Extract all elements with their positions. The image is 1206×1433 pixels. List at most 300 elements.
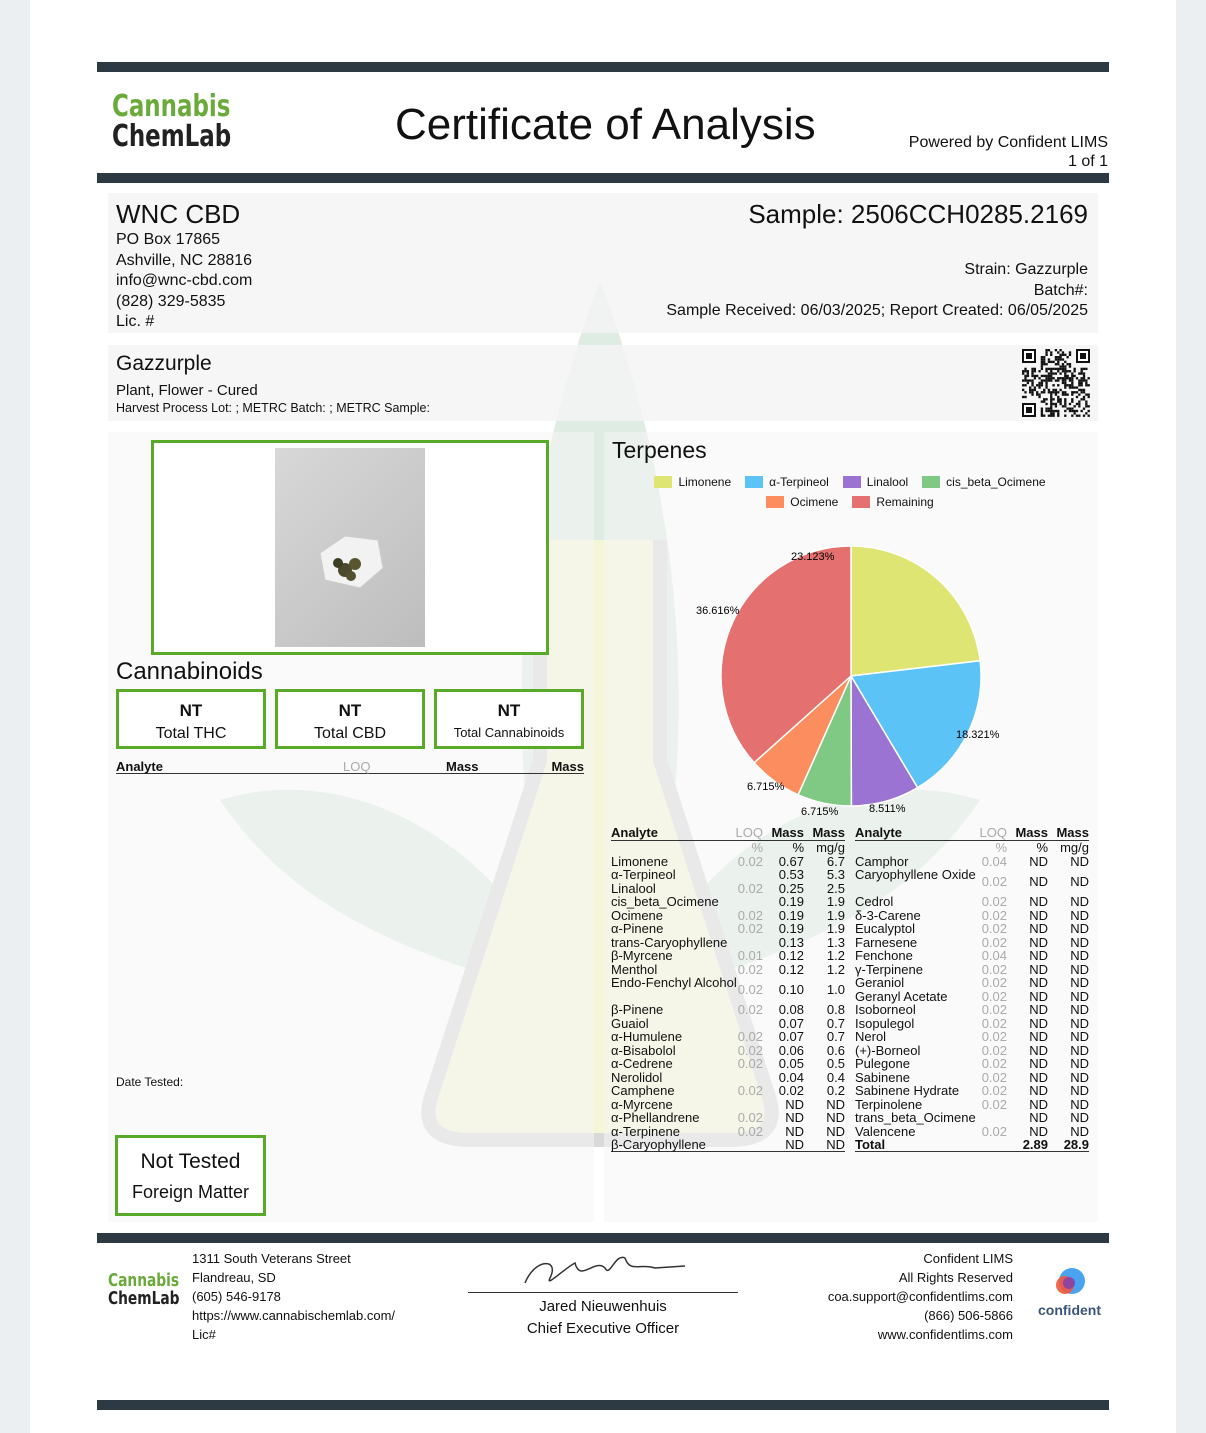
loq-value: 0.02 [737,982,763,997]
mass-mg-g: 0.7 [826,1029,845,1044]
mass-mg-g: 0.4 [826,1069,845,1085]
mass-mg-g: ND [1070,1096,1089,1112]
legend-label: Linalool [866,475,909,489]
mass-percent: ND [1029,1056,1048,1071]
table-row [855,1003,1089,1017]
legend-swatch [766,496,784,508]
loq-value: 0.02 [981,1002,1007,1017]
analyte-name: Sabinene Hydrate [855,1083,960,1098]
loq-value: 0.02 [981,921,1007,936]
legend-swatch [843,476,861,488]
signer-block [468,1292,738,1340]
mass-percent: ND [1029,1096,1048,1112]
column-header: Mass [771,825,804,840]
signer-title: Chief Executive Officer [526,1320,680,1337]
unit-label: mg/g [1060,840,1089,855]
mass-mg-g: 0.5 [826,1056,845,1071]
table-row [855,855,1089,869]
mass-percent: ND [785,1137,804,1152]
table-row [611,1098,845,1112]
analyte-name: α-Terpineol [611,867,676,882]
table-row [611,855,845,869]
mass-percent: ND [1029,1123,1048,1139]
mass-mg-g: ND [826,1096,845,1112]
mass-percent: 0.12 [778,961,804,977]
mass-mg-g: 1.9 [826,894,845,909]
top-bar [97,62,1109,72]
table-row [855,1044,1089,1058]
legend-label: α-Terpineol [769,475,829,489]
analyte-name: Caryophyllene Oxide [855,867,976,882]
batch: Batch#: [1033,281,1088,299]
sample-dates: Sample Received: 06/03/2025; Report Created: 06/05/2025 [666,302,1088,319]
table-row [611,963,845,977]
analyte-name: Limonene [611,853,669,869]
mass-mg-g: 0.7 [826,1015,845,1031]
analyte-name: Cedrol [855,894,894,909]
mass-mg-g: 6.7 [826,853,845,869]
foreign-matter-label: Foreign Matter [131,1182,250,1202]
mass-percent: ND [1029,948,1048,963]
mass-mg-g: ND [1070,934,1089,950]
column-header: LOQ [979,825,1007,840]
flower-dish-image [275,448,425,647]
analyte-name: δ-3-Carene [855,907,921,923]
lims-website[interactable]: www.confidentlims.com [877,1327,1013,1342]
units-row [855,841,1089,855]
loq-value: 0.02 [737,880,763,896]
lab-phone: (605) 546-9178 [192,1289,281,1304]
left-edge [0,0,30,1433]
lims-rights: All Rights Reserved [898,1270,1013,1285]
loq-value: 0.02 [737,1042,763,1058]
table-row [855,1071,1089,1085]
mass-percent: 0.02 [778,1083,804,1098]
analyte-name: Endo-Fenchyl Alcohol [611,975,737,990]
mass-percent: ND [785,1096,804,1112]
legend-item [922,475,1045,489]
mass-mg-g: ND [1070,907,1089,923]
cannabinoid-value: NT [179,701,203,720]
mass-mg-g: 1.2 [826,948,845,963]
mass-percent: 0.19 [778,894,804,909]
analyte-name: β-Caryophyllene [611,1137,706,1152]
cannabis-chemlab-logo [112,89,232,154]
analyte-name: Ocimene [611,907,664,923]
mass-percent: ND [785,1123,804,1139]
analyte-name: Isoborneol [855,1002,916,1017]
table-row [611,1030,845,1044]
loq-value: 0.02 [981,1056,1007,1071]
analyte-name: (+)-Borneol [855,1042,921,1058]
analyte-name: α-Pinene [611,921,664,936]
lab-website[interactable]: https://www.cannabischemlab.com/ [192,1308,396,1323]
footer-bar [97,1233,1109,1243]
analyte-name: Terpinolene [855,1096,923,1112]
mass-percent: 0.08 [778,1002,804,1017]
mass-percent: 0.12 [778,948,804,963]
mass-mg-g: ND [1070,1042,1089,1058]
table-row [611,936,845,950]
mass-mg-g: 0.2 [826,1083,845,1098]
right-edge [1176,0,1206,1433]
column-header: Mass [1056,825,1089,840]
mass-percent: ND [1029,1110,1048,1125]
powered-text: Powered by Confident LIMS [908,134,1108,151]
unit-label: % [995,840,1007,855]
table-row [855,1030,1089,1044]
loq-value: 0.02 [981,975,1007,990]
table-row [611,1003,845,1017]
signer-name: Jared Nieuwenhuis [539,1298,667,1315]
table-row [611,909,845,923]
unit-label: mg/g [816,840,845,855]
table-header [611,826,845,841]
mass-percent: 0.05 [778,1056,804,1071]
footer-logo-line1: Cannabis [108,1270,180,1291]
analyte-name: α-Myrcene [611,1096,673,1112]
header-mass-mg: Mass [551,759,584,774]
mass-mg-g: 1.3 [826,934,845,950]
mass-mg-g: ND [1070,1056,1089,1071]
table-row [611,1057,845,1071]
table-row [611,1138,845,1152]
client-info [116,198,252,333]
mass-percent: ND [1029,1002,1048,1017]
confident-logo-icon [1050,1265,1090,1301]
mass-mg-g: ND [1070,1083,1089,1098]
cannabinoid-label: Total THC [155,725,227,742]
loq-value: 0.02 [981,934,1007,950]
mass-mg-g: ND [1070,1069,1089,1085]
units-row [611,841,845,855]
loq-value: 0.02 [737,1056,763,1071]
legend-label: Limonene [678,475,732,489]
legend-label: Remaining [876,495,934,509]
page-number: 1 of 1 [1067,153,1108,170]
mass-percent: 0.06 [778,1042,804,1058]
strain: Strain: Gazzurple [964,261,1088,278]
analyte-name: Fenchone [855,948,913,963]
loq-value: 0.02 [737,907,763,923]
mass-mg-g: ND [1070,1015,1089,1031]
mass-mg-g: ND [1070,874,1089,889]
table-row [855,990,1089,1004]
lims-info [828,1249,1013,1344]
lims-phone: (866) 506-5866 [924,1308,1013,1323]
cannabinoid-label: Total Cannabinoids [453,725,565,740]
table-row [855,976,1089,990]
product-type: Plant, Flower - Cured [116,382,258,399]
analyte-name: Camphor [855,853,909,869]
mass-percent: ND [1029,934,1048,950]
legend-item [852,495,933,509]
pie-value-label: 18.321% [956,729,1000,741]
mass-mg-g: 0.6 [826,1042,845,1058]
loq-value: 0.02 [981,1123,1007,1139]
table-row [611,1111,845,1125]
confident-logo-text: confident [1038,1302,1101,1318]
mass-percent: 0.25 [778,880,804,896]
signature [515,1248,690,1293]
unit-label: % [1036,840,1048,855]
client-email: info@wnc-cbd.com [116,272,253,289]
loq-value: 0.02 [981,961,1007,977]
terpenes-pie-chart [680,530,1020,830]
analyte-name: trans_beta_Ocimene [855,1110,976,1125]
total-cell: 28.9 [1063,1137,1089,1152]
cannabinoids-title: Cannabinoids [116,658,263,685]
analyte-name: Eucalyptol [855,921,915,936]
legend-item [745,475,829,489]
loq-value: 0.02 [737,921,763,936]
cannabinoid-value: NT [497,701,521,720]
table-row [855,1111,1089,1125]
chart-legend [640,475,1060,509]
terpenes-title: Terpenes [612,437,707,463]
analyte-name: Nerol [855,1029,887,1044]
loq-value: 0.02 [737,961,763,977]
analyte-name: trans-Caryophyllene [611,934,728,950]
terpene-table-right [855,826,1089,1152]
analyte-name: Farnesene [855,934,918,950]
loq-value: 0.02 [981,1029,1007,1044]
loq-value: 0.02 [737,1029,763,1044]
analyte-name: β-Pinene [611,1002,664,1017]
analyte-name: α-Terpinene [611,1123,680,1139]
legend-swatch [922,476,940,488]
mass-percent: 0.04 [778,1069,804,1085]
pie-value-label: 36.616% [696,605,740,617]
mass-percent: ND [1029,894,1048,909]
table-row [855,949,1089,963]
analyte-name: Valencene [855,1123,916,1139]
mass-percent: ND [1029,961,1048,977]
client-name: WNC CBD [116,199,241,229]
cannabinoid-label: Total CBD [313,725,387,742]
loq-value: 0.02 [737,853,763,869]
mass-mg-g: 0.8 [826,1002,845,1017]
analyte-name: α-Bisabolol [611,1042,676,1058]
mass-percent: ND [1029,853,1048,869]
footer-logo-line2: ChemLab [108,1288,180,1309]
mass-mg-g: 5.3 [826,867,845,882]
mass-mg-g: ND [1070,1123,1089,1139]
analyte-name: Geranyl Acetate [855,988,948,1004]
column-header: Analyte [855,825,902,840]
table-row [855,1098,1089,1112]
table-row [855,1125,1089,1139]
analyte-name: α-Cedrene [611,1056,673,1071]
cannabinoid-value: NT [338,701,362,720]
total-cell: Total [855,1137,886,1152]
sample-photo-frame [151,440,549,655]
header-mass: Mass [446,759,479,774]
table-row [611,949,845,963]
legend-item [843,475,908,489]
total-row [855,1138,1089,1152]
table-row [855,1017,1089,1031]
legend-swatch [852,496,870,508]
loq-value: 0.02 [981,874,1007,889]
table-row [611,1084,845,1098]
analyte-name: α-Phellandrene [611,1110,700,1125]
loq-value: 0.04 [981,853,1007,869]
table-row [855,1084,1089,1098]
loq-value: 0.04 [981,948,1007,963]
analyte-name: Isopulegol [855,1015,915,1031]
mass-percent: 0.07 [778,1015,804,1031]
sample-photo [275,448,425,647]
analyte-name: Camphene [611,1083,675,1098]
lims-email[interactable]: coa.support@confidentlims.com [827,1289,1013,1304]
mass-mg-g: ND [1070,921,1089,936]
foreign-matter-value: Not Tested [140,1150,241,1173]
cannabinoid-box [434,689,584,749]
analyte-name: Guaiol [611,1015,649,1031]
loq-value: 0.02 [737,1123,763,1139]
lims-name: Confident LIMS [923,1251,1013,1266]
mass-percent: ND [1029,874,1048,889]
column-header: Mass [812,825,845,840]
table-row [611,976,845,1003]
loq-value: 0.02 [737,1110,763,1125]
mass-percent: 0.19 [778,921,804,936]
analyte-name: Linalool [611,880,656,896]
mass-mg-g: ND [1070,894,1089,909]
loq-value: 0.02 [981,1083,1007,1098]
mass-percent: ND [1029,1069,1048,1085]
analyte-name: cis_beta_Ocimene [611,894,719,909]
sample-id: Sample: 2506CCH0285.2169 [748,199,1088,229]
mass-percent: 0.67 [778,853,804,869]
date-tested: Date Tested: [116,1075,184,1089]
mass-percent: 0.53 [778,867,804,882]
mass-mg-g: 1.9 [826,907,845,923]
page-title: Certificate of Analysis [395,100,816,149]
product-info [116,350,430,415]
client-license: Lic. # [116,313,155,330]
lab-address [192,1249,395,1344]
footer-logo [108,1272,180,1308]
legend-swatch [654,476,672,488]
legend-item [766,495,838,509]
table-row [611,1017,845,1031]
analyte-name: β-Myrcene [611,948,673,963]
mass-percent: 0.10 [778,982,804,997]
client-address2: Ashville, NC 28816 [116,251,253,269]
mass-percent: ND [1029,921,1048,936]
analyte-name: γ-Terpinene [855,961,923,977]
analyte-name: Sabinene [855,1069,910,1085]
loq-value: 0.01 [737,948,763,963]
legend-item [654,475,731,489]
lab-license: Lic# [192,1327,216,1342]
analyte-name: α-Humulene [611,1029,683,1044]
header-bar [97,173,1109,183]
client-address1: PO Box 17865 [116,231,221,248]
terpene-table-left [611,826,845,1152]
loq-value: 0.02 [981,1069,1007,1085]
cannabinoid-box [275,689,425,749]
product-lot: Harvest Process Lot: ; METRC Batch: ; METRC Sample: [116,401,430,415]
pie-value-label: 6.715% [801,806,839,818]
total-cell: 2.89 [1022,1137,1048,1152]
mass-mg-g: ND [1070,1029,1089,1044]
table-row [855,895,1089,909]
lab-city: Flandreau, SD [192,1270,276,1285]
mass-mg-g: 1.9 [826,921,845,936]
column-header: Analyte [611,825,658,840]
logo-line2: ChemLab [112,119,232,154]
mass-mg-g: 1.0 [826,982,845,997]
pie-value-label: 23.123% [791,551,835,563]
client-phone: (828) 329-5835 [116,292,226,310]
table-row [855,936,1089,950]
mass-percent: ND [1029,1015,1048,1031]
loq-value: 0.02 [737,1002,763,1017]
lab-street: 1311 South Veterans Street [192,1251,351,1266]
foreign-matter-box [115,1135,266,1216]
mass-percent: ND [1029,1029,1048,1044]
column-header: LOQ [735,825,763,840]
mass-mg-g: ND [1070,1110,1089,1125]
mass-percent: ND [1029,1083,1048,1098]
unit-label: % [751,840,763,855]
mass-mg-g: ND [1070,1002,1089,1017]
column-header: Mass [1015,825,1048,840]
loq-value: 0.02 [981,907,1007,923]
loq-value: 0.02 [981,988,1007,1004]
table-row [611,922,845,936]
mass-percent: ND [1029,1042,1048,1058]
mass-mg-g: 1.2 [826,961,845,977]
table-row [611,1125,845,1139]
mass-mg-g: ND [1070,975,1089,990]
legend-label: cis_beta_Ocimene [946,475,1046,489]
mass-mg-g: ND [826,1137,845,1152]
legend-label: Ocimene [790,495,839,509]
logo-line1: Cannabis [112,89,231,124]
analyte-name: Pulegone [855,1056,910,1071]
cannabinoids-table-header [116,759,584,774]
mass-percent: ND [1029,988,1048,1004]
mass-mg-g: ND [826,1123,845,1139]
mass-mg-g: ND [826,1110,845,1125]
header-loq: LOQ [343,759,371,774]
loq-value: 0.02 [981,1042,1007,1058]
analyte-name: Menthol [611,961,658,977]
table-row [855,868,1089,895]
qr-code [1022,349,1090,417]
table-row [855,909,1089,923]
pie-value-label: 6.715% [747,781,785,793]
table-row [611,1044,845,1058]
legend-swatch [745,476,763,488]
mass-percent: ND [1029,975,1048,990]
product-name: Gazzurple [116,352,212,375]
mass-mg-g: ND [1070,988,1089,1004]
table-row [855,1057,1089,1071]
sample-info [666,198,1088,322]
loq-value: 0.02 [981,1096,1007,1112]
table-row [855,922,1089,936]
powered-by [909,133,1108,171]
table-row [855,963,1089,977]
table-row [611,895,845,909]
mass-mg-g: ND [1070,853,1089,869]
mass-mg-g: 2.5 [826,880,845,896]
